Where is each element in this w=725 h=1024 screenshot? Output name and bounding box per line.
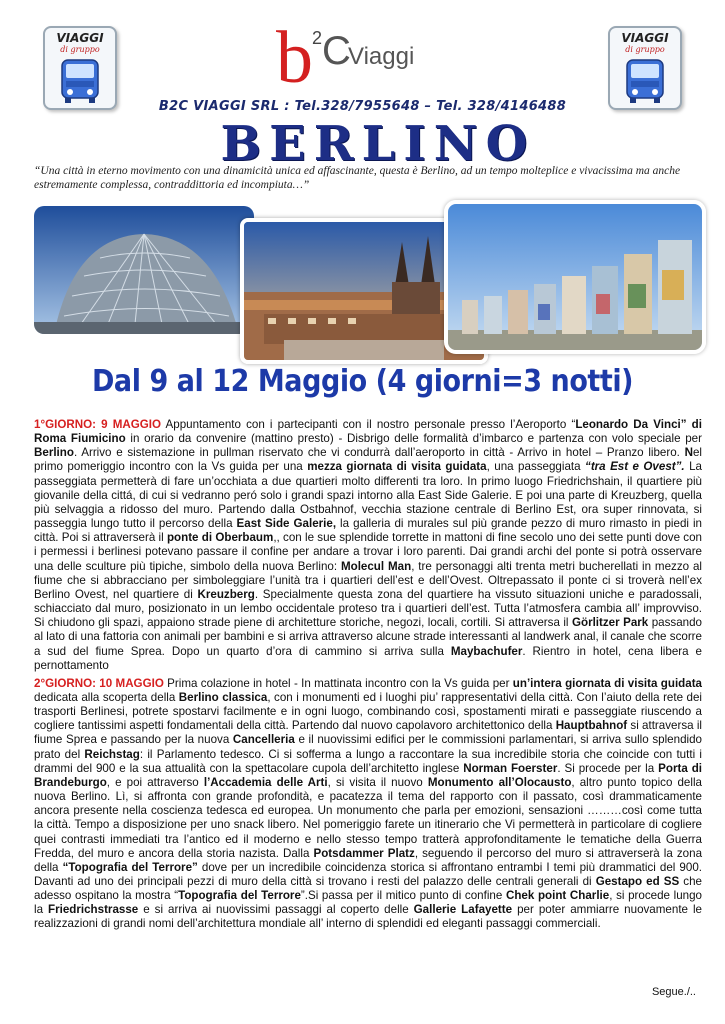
badge-title: VIAGGI: [621, 31, 669, 45]
day-1-label: 1°GIORNO: 9 MAGGIO: [34, 418, 162, 431]
reichstag-dome-photo: [34, 206, 254, 334]
bus-icon: [622, 58, 668, 104]
badge-title: VIAGGI: [56, 31, 104, 45]
logo-mark: b: [276, 17, 313, 94]
badge-subtitle: di gruppo: [60, 45, 100, 54]
b2c-viaggi-logo: [268, 14, 438, 94]
logo-superscript: 2: [312, 28, 323, 48]
photo-strip: [34, 200, 694, 360]
berlin-wall-photo: [444, 200, 706, 354]
itinerary-body: [34, 418, 702, 936]
logo-letter: C: [322, 29, 351, 73]
continued-note: Segue./..: [651, 986, 696, 998]
trip-dates-headline: Dal 9 al 12 Maggio (4 giorni=3 notti): [91, 364, 634, 399]
contact-line: B2C VIAGGI SRL : Tel.328/7955648 – Tel. 328/4146488: [158, 99, 567, 114]
day-2-paragraph: 2°GIORNO: 10 MAGGIO Prima colazione in hotel - In mattinata incontro con la Vs guida per un’intera giornata di visita guidata dedicata alla scoperta della Berlino classica, con i monumenti ed i luoghi piu’ rappresentativi della città. Con l’aiuto della rete dei trasporti Berlinesi, potrete spostarvi facilmente e in ogni luogo, combinando così, spostamenti mirati e passeggiate riuscendo a cogliere tantissimi aspetti fondamentali della città. Partendo dal nuovo capolavoro architettonico della Hauptbahnof si attraversa il fiume Sprea e passando per la nuova Cancelleria e il nuovissimi edifici per le commissioni parlamentari, si arriva sullo splendido prato del Reichstag: il Parlamento tedesco. Ci si sofferma a lungo a raccontare la sua incredibile storia che coincide con tutti i drammi del 900 e la sua attualità con la spettacolare cupola dell’architetto inglese Norman Foerster. Si procede per la Porta di Brandeburgo, e poi attraverso l’Accademia delle Arti, si visita il nuovo Monumento all’Olocausto, altro punto topico della nuova Berlino. Lì, si affronta con grande profondità, e pacatezza il tema del rapporto con il passato, così drammaticamente ancora presente nella coscienza tedesca ed europea. Un monumento che parla per emozioni, sensazioni ………così come tutta la città. Tempo a disposizione per uno snack libero. Nel pomeriggio farete un itinerario che Vi permetterà in particolare di cogliere quei contrasti immediati tra l’antico ed il moderno e nello stesso tempo tratterà approfonditamente le tematiche della Guerra Fredda, del muro e ancora della storia nazista. Dalla Potsdammer Platz, seguendo il percorso del muro si attraverserà la zona della “Topografia del Terrore” dove per un incredibile coincidenza storica si affrontano entrambi I temi più drammatici del 900. Davanti ad uno dei principali pezzi di muro della città si trovano i resti del palazzo delle centrali generali di Gestapo ed SS che adesso ospitano la mostra “Topografia del Terrore”.Si passa per il mitico punto di confine Chek point Charlie, si procede lungo la Friedrichstrasse e si arriva ai nuovissimi passaggi al coperto delle Gallerie Lafayette per poter ammiarre nuovamente le realizzazioni di grandi nomi dell’architettura mondiale all’ interno di splendidi ed eleganti passaggi commerciali.: [34, 676, 703, 931]
day-1-paragraph: 1°GIORNO: 9 MAGGIO Appuntamento con i partecipanti con il nostro personale presso l’Aeroporto “Leonardo Da Vinci” di Roma Fiumicino in orario da convenire (mattino presto) - Disbrigo delle formalità d’imbarco e partenza con volo speciale per Berlino. Arrivo e sistemazione in pullman riservato che vi condurrà dall’aeroporto in città - Arrivo in hotel – Pranzo libero. Nel primo pomeriggio incontro con la Vs guida per una mezza giornata di visita guidata, una passeggiata “tra Est e Ovest”. La passeggiata permetterà di fare un’occhiata a due quartieri molto differenti tra loro. In primo luogo Friedrichshain, il quartiere più giovanile della cittá, di cui si vedranno peró solo i grandi spazi intorno alla East Side Galerie. E poi una parte di Kreuzberg, quella più selvaggia a ridosso del muro. Partendo dalla Ostbahnof, vecchia stazione centrale di Berlino Est, ora super rinnovata, si passeggia lungo tutto il percorso della East Side Galerie, la galleria di murales sul più grande pezzo di muro rimasto in piedi in città. Poi si attraverserà il ponte di Oberbaum,, con le sue splendide torrette in mattoni di fine secolo uno dei sette punti dove con i permessi i berlinesi potevano passare il confine per andare a trovar i loro parenti. Dai grandi archi del ponte si potrà osservare una delle sculture più tipiche, simbolo della nuova Berlino: Molecul Man, tre personaggi alti trenta metri bucherellati in mezzo al fiume che si abbracciano per simboleggiare l’unità tra i quartieri dell’est e dell’Ovest. Oltrepassato il ponte ci si troverà nell’ex Berlino Ovest, nel quartiere di Kreuzberg. Specialmente questa zona del quartiere ha vissuto situazioni uniche e paradossali, schiacciato dal muro, posizionato in un lembo occidentale proteso tra i quartieri dell’est. Tutta l’atmosfera cambia all’ improvviso. Si chiudono gli spazi, appaiono strade piene di architetture storiche, negozi, locali, cortili. Si attraversa il Görlitzer Park passando al lato di una fattoria con animali per bambini e si arriva attraverso alcune strade interessanti al landwerk anal, il canale che scorre a sud del fiume Sprea. Dopo un quarto d’ora di cammino si arriva sulla Maybachufer. Rientro in hotel, cena libera e pernottamento: [34, 418, 703, 672]
viaggi-di-gruppo-badge-left: [43, 26, 117, 110]
badge-subtitle: di gruppo: [625, 45, 665, 54]
bus-icon: [57, 58, 103, 104]
viaggi-di-gruppo-badge-right: [608, 26, 682, 110]
day-2-label: 2°GIORNO: 10 MAGGIO: [34, 676, 164, 690]
logo-word: Viaggi: [348, 43, 415, 70]
page-title: BERLINO: [220, 116, 536, 172]
intro-quote: “Una città in eterno movimento con una dinamicità unica ed affascinante, questa è Berlino, ad un tempo molteplice e vivacissima ma anche estremamente complessa, contraddittoria ed incompiuta…”: [34, 165, 681, 191]
